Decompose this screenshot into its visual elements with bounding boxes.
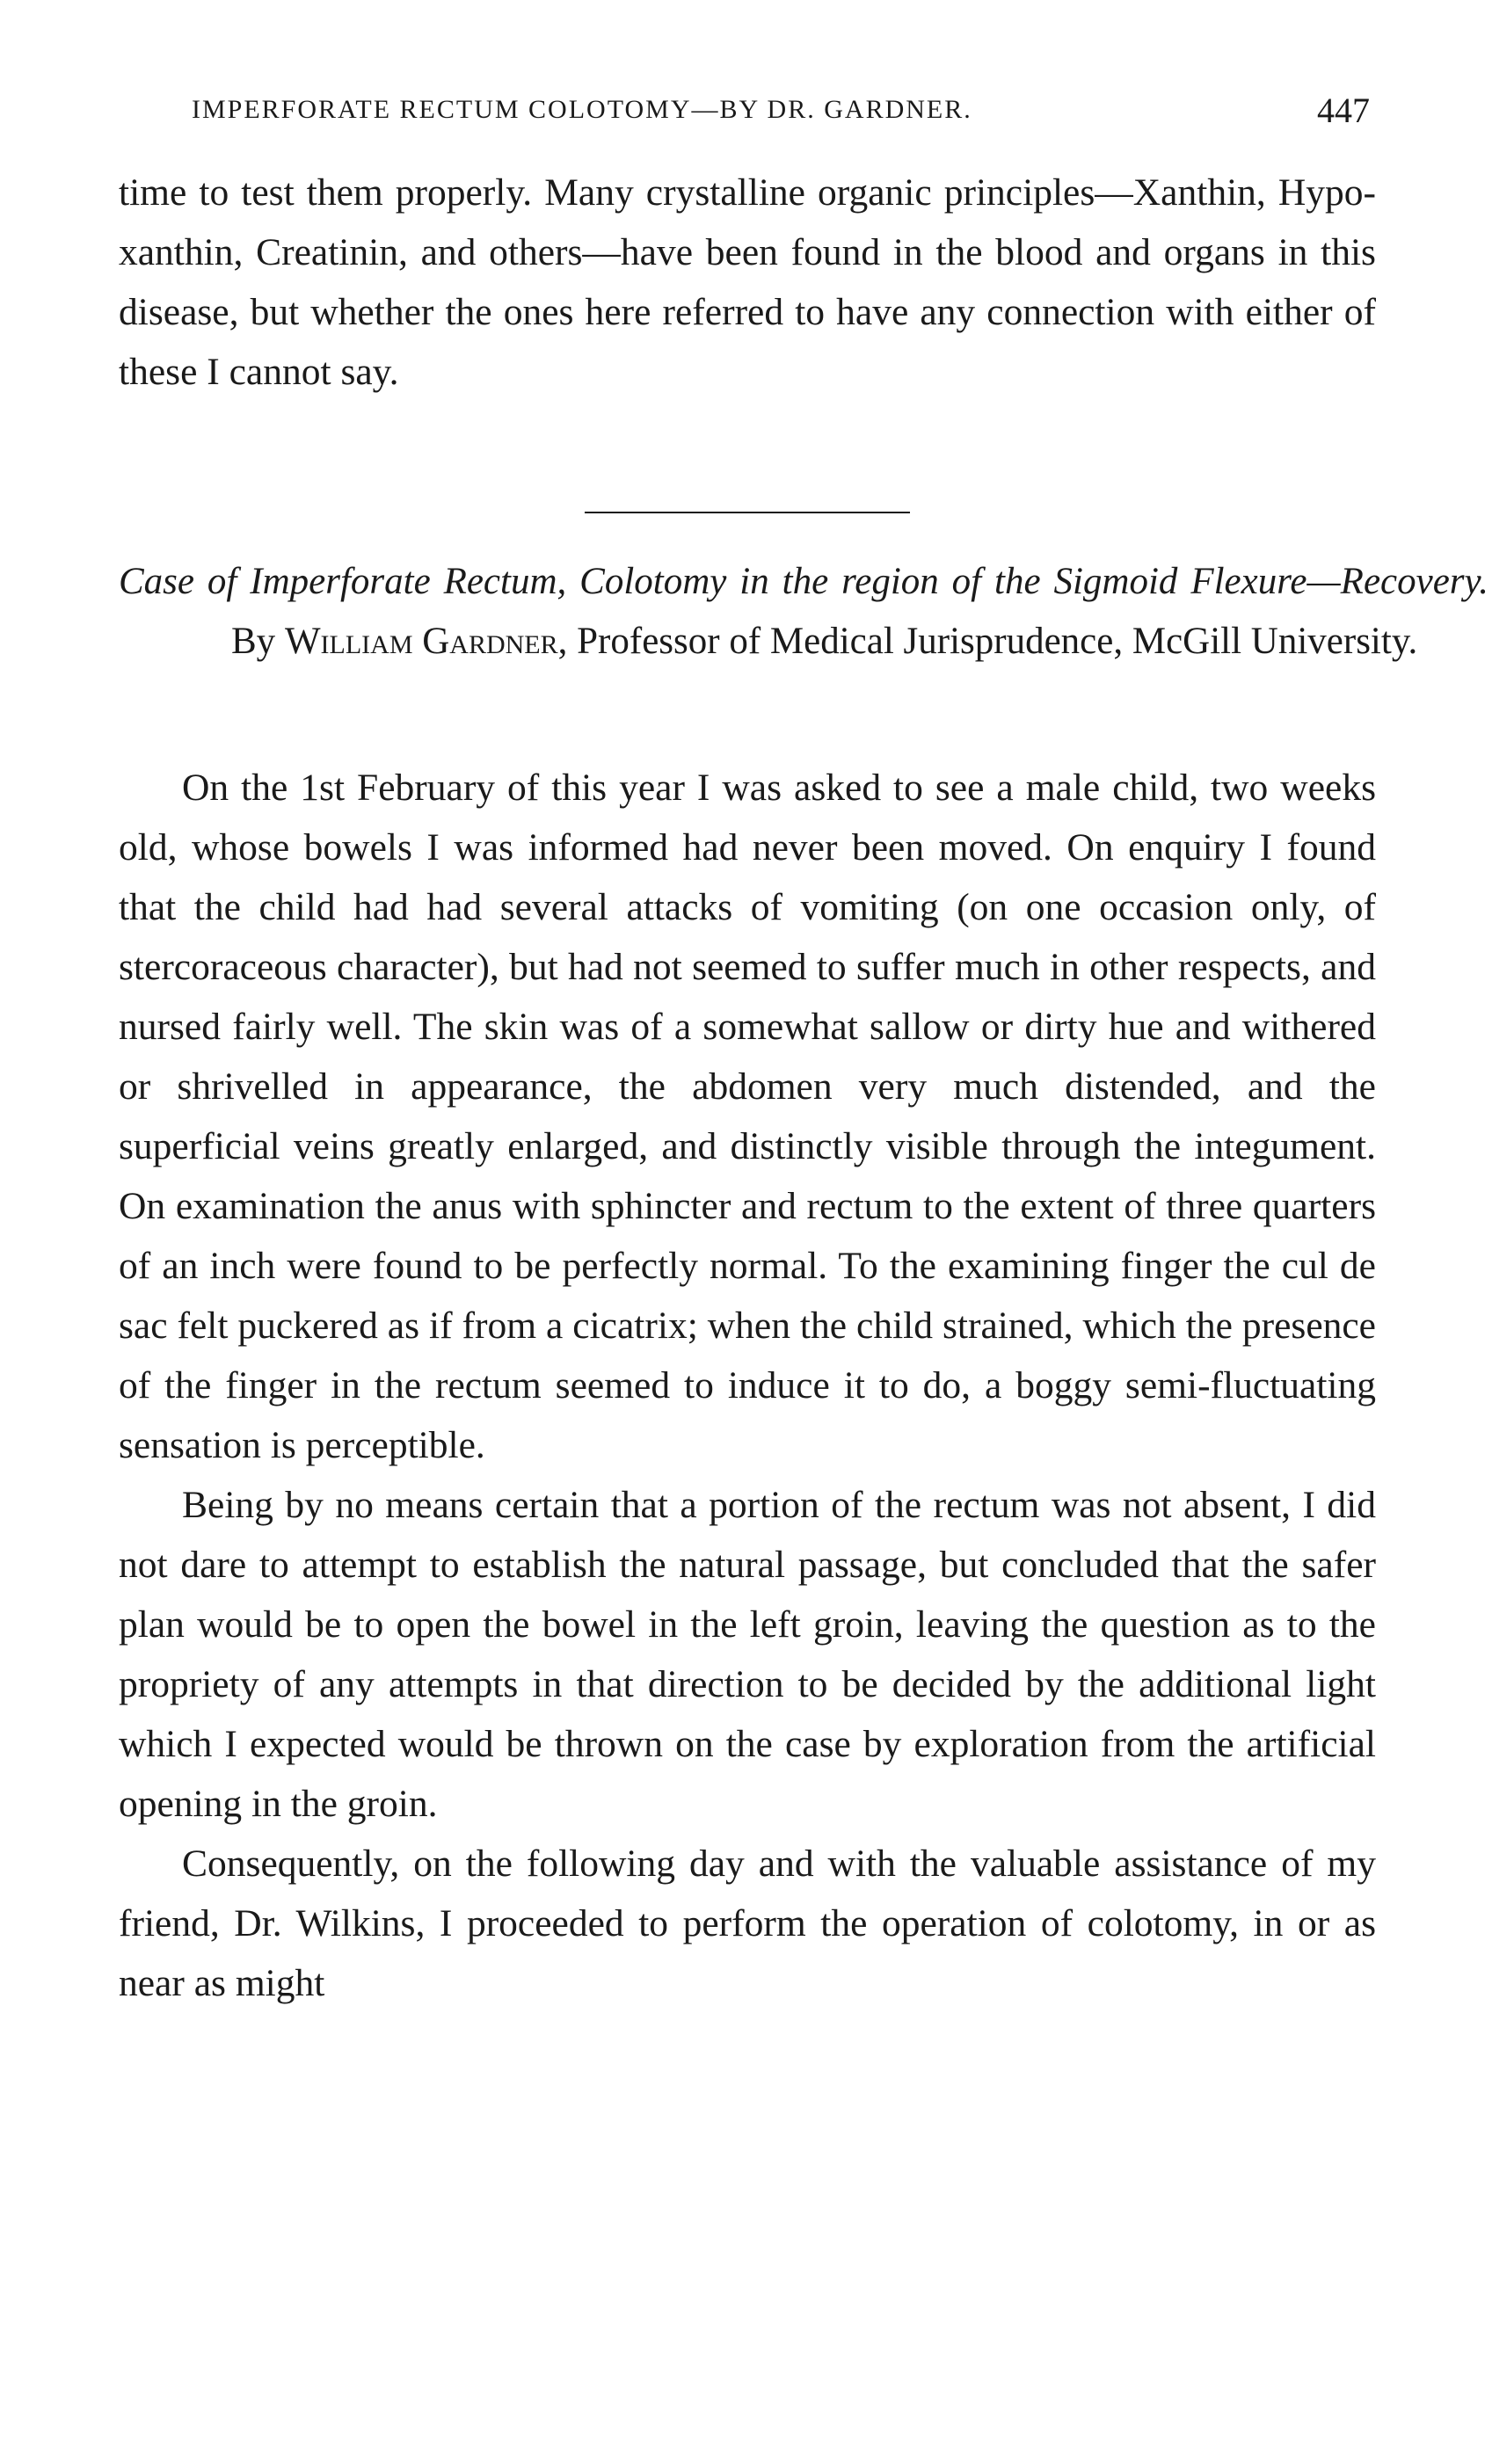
intro-paragraph: time to test them properly. Many crystalline organic principles—Xanthin, Hypo-xanthin, Creatinin, and others—have been found in the blood and organs in this disease, but whether the ones here referred to have any connection with either of these I cannot say. <box>119 171 1376 393</box>
intro-section <box>119 163 1376 402</box>
section-divider <box>585 512 910 513</box>
author-name: William Gardner, <box>284 621 568 662</box>
article-heading <box>119 552 1488 672</box>
page-number: 447 <box>1317 91 1370 130</box>
article-body <box>119 758 1376 2013</box>
byline-prefix: By <box>231 621 276 662</box>
body-paragraph-3: Consequently, on the following day and with the valuable assistance of my friend, Dr. Wilkins, I proceeded to perform the operation of colotomy, in or as near as might <box>119 1843 1376 2004</box>
body-paragraph-2: Being by no means certain that a portion of the rectum was not absent, I did not dare to attempt to establish the natural passage, but concluded that the safer plan would be to open the bowel in the left groin, leaving the question as to the propriety of any attempts in that direction to be decided by the additional light which I expected would be thrown on the case by exploration from the artificial opening in the groin. <box>119 1484 1376 1825</box>
body-paragraph-1: On the 1st February of this year I was asked to see a male child, two weeks old, whose bowels I was informed had never been moved. On enquiry I found that the child had had several attacks of vomiting (on one occasion only, of stercoraceous character), but had not seemed to suffer much in other respects, and nursed fairly well. The skin was of a somewhat sallow or dirty hue and withered or shrivelled in appearance, the abdomen very much distended, and the superficial veins greatly enlarged, and distinctly visible through the integument. On examination the anus with sphincter and rectum to the extent of three quarters of an inch were found to be perfectly normal. To the examining finger the cul de sac felt puckered as if from a cicatrix; when the child strained, which the presence of the finger in the rectum seemed to induce it to do, a boggy semi-fluctuating sensation is perceptible. <box>119 767 1376 1466</box>
byline <box>231 621 577 662</box>
author-affiliation: Professor of Medical Jurisprudence, McGill University. <box>577 621 1418 662</box>
running-head <box>192 91 1370 139</box>
running-head-title: IMPERFORATE RECTUM COLOTOMY—BY DR. GARDNER. <box>192 95 972 124</box>
article-title: Case of Imperforate Rectum, Colotomy in the region of the Sigmoid Flexure—Recovery. <box>119 561 1488 602</box>
